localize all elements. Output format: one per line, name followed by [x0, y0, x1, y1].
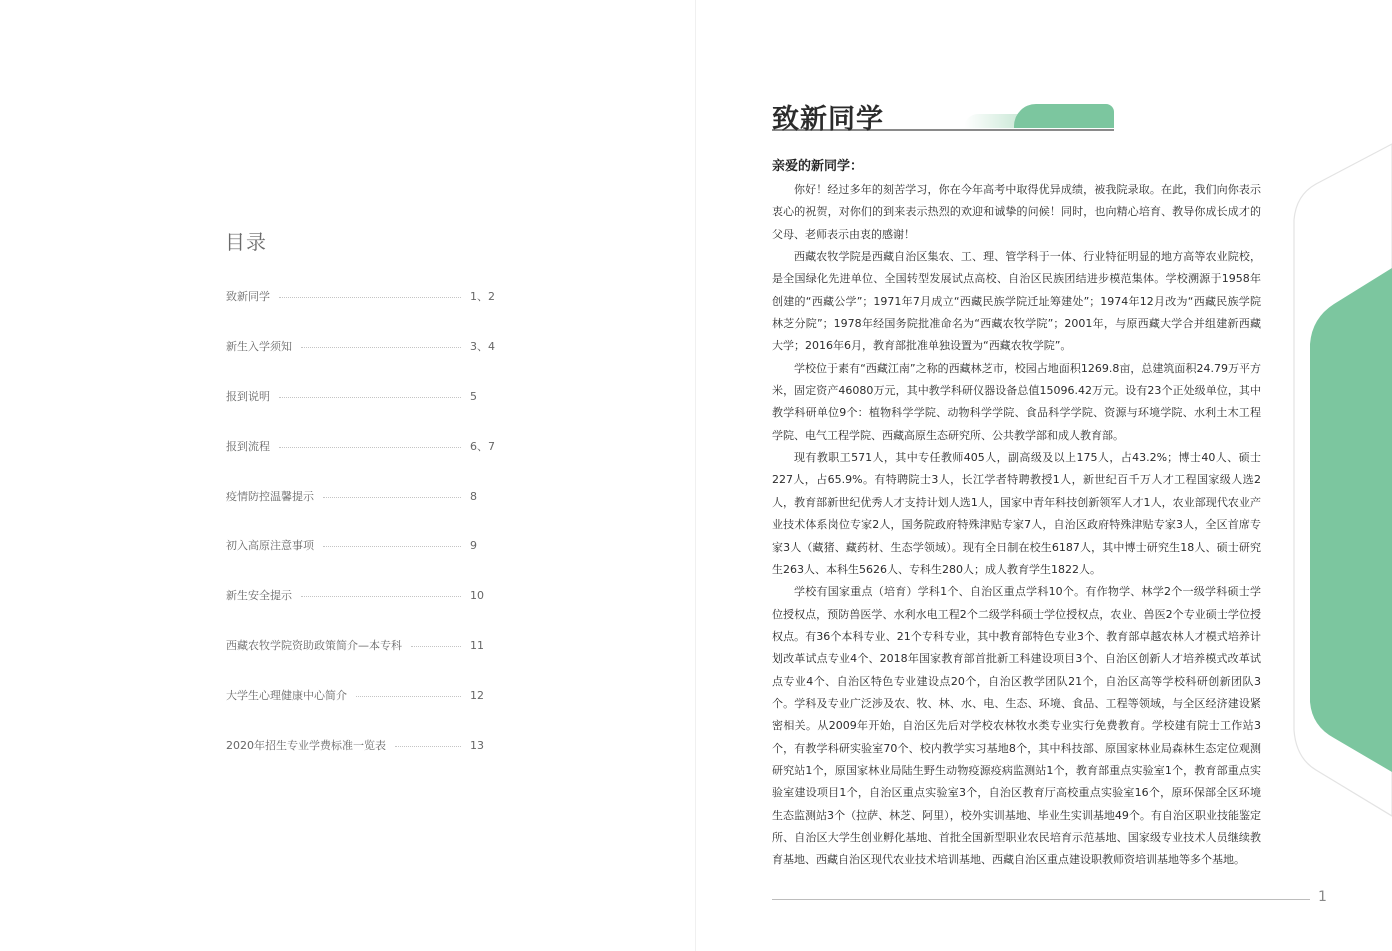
toc-leader-dots	[279, 447, 461, 448]
toc-item-label: 新生安全提示	[226, 589, 292, 603]
toc-leader-dots	[279, 297, 461, 298]
letter-body	[772, 155, 1261, 872]
toc-leader-dots	[323, 497, 461, 498]
right-page	[696, 0, 1392, 951]
paragraph: 学校位于素有“西藏江南”之称的西藏林芝市，校园占地面积1269.8亩，总建筑面积24.79万平方米，固定资产46080万元，其中教学科研仪器设备总值15096.42万元。设有23个正处级单位，其中教学科研单位9个：植物科学学院、动物科学学院、食品科学学院、资源与环境学院、水利土木工程学院、电气工程学院、西藏高原生态研究所、公共教学部和成人教育部。	[772, 361, 1261, 442]
toc-item-label: 致新同学	[226, 290, 270, 304]
toc-leader-dots	[395, 746, 461, 747]
toc-item[interactable]	[226, 372, 496, 422]
toc-item-label: 大学生心理健康中心简介	[226, 688, 347, 702]
toc-item-page: 11	[470, 638, 484, 652]
heading-accent-shape	[1014, 104, 1114, 128]
toc-item[interactable]	[226, 670, 496, 720]
toc-leader-dots	[279, 397, 461, 398]
toc-item-label: 疫情防控温馨提示	[226, 489, 314, 503]
toc-item[interactable]	[226, 421, 496, 471]
toc-item[interactable]	[226, 322, 496, 372]
page-title: 致新同学	[772, 104, 884, 135]
toc-leader-dots	[301, 347, 461, 348]
toc-item-label: 西藏农牧学院资助政策简介—本专科	[226, 638, 402, 652]
toc-leader-dots	[301, 596, 461, 597]
footer-rule	[772, 899, 1310, 900]
toc-item[interactable]	[226, 720, 496, 770]
toc-item-page: 12	[470, 688, 484, 702]
toc-item[interactable]	[226, 471, 496, 521]
toc-item[interactable]	[226, 621, 496, 671]
paragraph: 你好！经过多年的刻苦学习，你在今年高考中取得优异成绩，被我院录取。在此，我们向你表示衷心的祝贺，对你们的到来表示热烈的欢迎和诚挚的问候！同时，也向精心培育、教导你成长成才的父母、老师表示由衷的感谢！	[772, 183, 1261, 241]
toc-item-page: 10	[470, 589, 484, 603]
toc-leader-dots	[411, 646, 461, 647]
toc-item-page: 3、4	[470, 340, 495, 354]
toc-item-page: 13	[470, 738, 484, 752]
toc-item-label: 报到流程	[226, 439, 270, 453]
toc-item-label: 2020年招生专业学费标准一览表	[226, 738, 386, 752]
toc-item-label: 新生入学须知	[226, 340, 292, 354]
table-of-contents	[226, 272, 496, 770]
toc-item-page: 5	[470, 389, 477, 403]
toc-item-label: 报到说明	[226, 389, 270, 403]
green-hexagon-decoration	[1286, 140, 1392, 820]
paragraph: 学校有国家重点（培育）学科1个、自治区重点学科10个。有作物学、林学2个一级学科硕士学位授权点，预防兽医学、水利水电工程2个二级学科硕士学位授权点，农业、兽医2个专业硕士学位授权点。有36个本科专业、21个专科专业，其中教育部特色专业3个、教育部卓越农林人才模式培养计划改革试点专业4个、2018年国家教育部首批新工科建设项目3个、自治区创新人才培养模式改革试点专业4个、自治区特色专业建设点20个，自治区教学团队21个，自治区高等学校科研创新团队3个。学科及专业广泛涉及农、牧、林、水、电、生态、环境、食品、工程等领域，与全区经济建设紧密相关。从2009年开始，自治区先后对学校农林牧水类专业实行免费教育。学校建有院士工作站3个，有教学科研实验室70个、校内教学实习基地8个，其中科技部、原国家林业局森林生态定位观测研究站1个，原国家林业局陆生野生动物疫源疫病监测站1个，教育部重点实验室1个，教育部重点实验室建设项目1个，自治区重点实验室3个，自治区教育厅高校重点实验室16个，原环保部全区环境生态监测站3个（拉萨、林芝、阿里），校外实训基地、毕业生实训基地49个。有自治区职业技能鉴定所、自治区大学生创业孵化基地、首批全国新型职业农民培育示范基地、国家级专业技术人员继续教育基地、西藏自治区现代农业技术培训基地、西藏自治区重点建设职教师资培训基地等多个基地。	[772, 585, 1261, 867]
toc-item[interactable]	[226, 272, 496, 322]
toc-item-page: 9	[470, 539, 477, 553]
toc-leader-dots	[323, 546, 461, 547]
toc-item-page: 6、7	[470, 439, 495, 453]
paragraph: 西藏农牧学院是西藏自治区集农、工、理、管学科于一体、行业特征明显的地方高等农业院校，是全国绿化先进单位、全国转型发展试点高校、自治区民族团结进步模范集体。学校溯源于1958年创建的“西藏公学”；1971年7月成立“西藏民族学院迁址筹建处”；1974年12月改为“西藏民族学院林芝分院”；1978年经国务院批准命名为“西藏农牧学院”；2001年，与原西藏大学合并组建新西藏大学；2016年6月，教育部批准单独设置为“西藏农牧学院”。	[772, 250, 1261, 353]
toc-title: 目录	[225, 230, 267, 254]
toc-item-page: 1、2	[470, 290, 495, 304]
toc-leader-dots	[356, 696, 461, 697]
paragraph: 现有教职工571人，其中专任教师405人，副高级及以上175人，占43.2%；博士40人、硕士227人，占65.9%。有特聘院士3人，长江学者特聘教授1人，新世纪百千万人才工程国家级人选2人，教育部新世纪优秀人才支持计划人选1人，国家中青年科技创新领军人才1人，农业部现代农业产业技术体系岗位专家2人，国务院政府特殊津贴专家7人，自治区政府特殊津贴专家3人，全区首席专家3人（藏猪、藏药材、生态学领域）。现有全日制在校生6187人，其中博士研究生18人、硕士研究生263人、本科生5626人、专科生280人；成人教育学生1822人。	[772, 451, 1261, 576]
toc-item-page: 8	[470, 489, 477, 503]
page-number: 1	[1318, 889, 1327, 905]
toc-item[interactable]	[226, 521, 496, 571]
toc-item[interactable]	[226, 571, 496, 621]
toc-item-label: 初入高原注意事项	[226, 539, 314, 553]
section-heading	[772, 96, 1114, 136]
letter-greeting: 亲爱的新同学：	[772, 159, 864, 174]
